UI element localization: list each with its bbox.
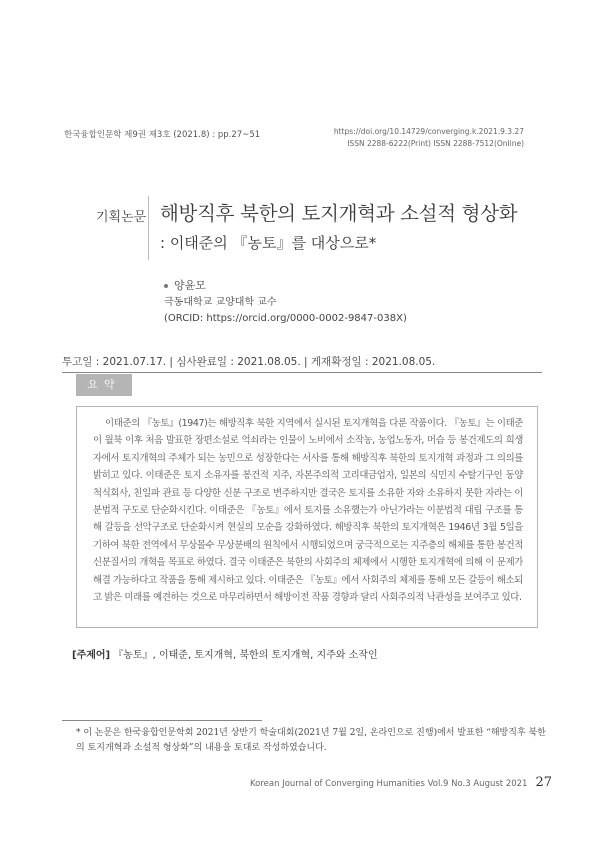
author-affiliation: 극동대학교 교양대학 교수 — [164, 297, 277, 308]
footnote: * 이 논문은 한국융합인문학회 2021년 상반기 학술대회(2021년 7월 2일, 온라인으로 진행)에서 발표한 “해방직후 북한의 토지개혁과 소설적 형상화”의 내용을 토대로 작성하였습니다. — [76, 728, 546, 753]
author-name-row — [164, 278, 407, 295]
keywords-text: 『농토』, 이태준, 토지개혁, 북한의 토지개혁, 지주와 소작인 — [113, 650, 378, 661]
author-orcid[interactable]: (ORCID: https://orcid.org/0000-0002-9847-038X) — [164, 313, 407, 324]
page-footer — [250, 775, 552, 790]
author-name: 양윤모 — [174, 279, 206, 292]
article-title: 해방직후 북한의 토지개혁과 소설적 형상화 — [160, 202, 518, 225]
abstract-body: 이태준의 『농토』(1947)는 해방직후 북한 지역에서 실시된 토지개혁을 다룬 작품이다. 『농토』는 이태준이 월북 이후 처음 발표한 장편소설로 억쇠라는 인물이 노비에서 소작농, 농업노동자, 머슴 등 봉건제도의 희생자에서 토지개혁의 주체가 되는 농민으로 성장한다는 서사를 통해 해방직후 북한의 토지개혁 과정과 그 의의를 밝히고 있다. 이태준은 토지 소유자를 봉건적 지주, 자본주의적 고리대금업자, 일본의 식민지 수탈기구인 동양척식회사, 친일파 관료 등 다양한 신분 구조로 변주하지만 결국은 토지를 소유한 자와 소유하지 못한 자라는 이분법적 구도로 단순화시킨다. 이태준은 『농토』에서 토지를 소유했는가 아닌가라는 이분법적 대립 구조를 통해 갈등을 선악구조로 단순화시켜 현실의 모순을 강화하였다. 해방직후 북한의 토지개혁은 1946년 3월 5일을 기하여 북한 전역에서 무상몰수 무상분배의 원칙에서 시행되었으며 궁극적으로는 지주층의 해체를 통한 봉건적 신분질서의 개혁을 목표로 하였다. 결국 이태준은 북한의 사회주의 체제에서 시행한 토지개혁에 의해 이 문제가 해결 가능하다고 작품을 통해 제시하고 있다. 이태준은 『농토』에서 사회주의 체제를 통해 모든 갈등이 해소되고 밝은 미래를 예견하는 것으로 마무리하면서 해방이전 작품 경향과 달리 사회주의적 낙관성을 보여주고 있다. — [76, 406, 538, 628]
keywords — [72, 646, 378, 661]
doi-link[interactable]: https://doi.org/10.14729/converging.k.2021.9.3.27 — [333, 127, 524, 136]
submission-dates: 투고일 : 2021.07.17. | 심사완료일 : 2021.08.05. | 게재확정일 : 2021.08.05. — [62, 356, 436, 368]
article-category: 기획논문 — [96, 210, 147, 225]
author-block — [164, 278, 407, 327]
abstract-label: 요약 — [76, 374, 132, 396]
footnote-rule — [62, 720, 262, 721]
bullet-icon — [164, 284, 168, 288]
article-subtitle: : 이태준의 『농토』를 대상으로* — [160, 234, 377, 252]
issn-text: ISSN 2288-6222(Print) ISSN 2288-7512(Online) — [347, 139, 524, 148]
page-number: 27 — [535, 775, 552, 790]
journal-citation: 한국융합인문학 제9권 제3호 (2021.8) : pp.27~51 — [64, 130, 261, 140]
footer-journal: Korean Journal of Converging Humanities Vol.9 No.3 August 2021 — [250, 779, 528, 789]
journal-identifiers — [334, 126, 524, 150]
section-rule — [62, 372, 542, 373]
title-divider — [148, 196, 149, 260]
keywords-label: [주제어] — [72, 650, 111, 661]
